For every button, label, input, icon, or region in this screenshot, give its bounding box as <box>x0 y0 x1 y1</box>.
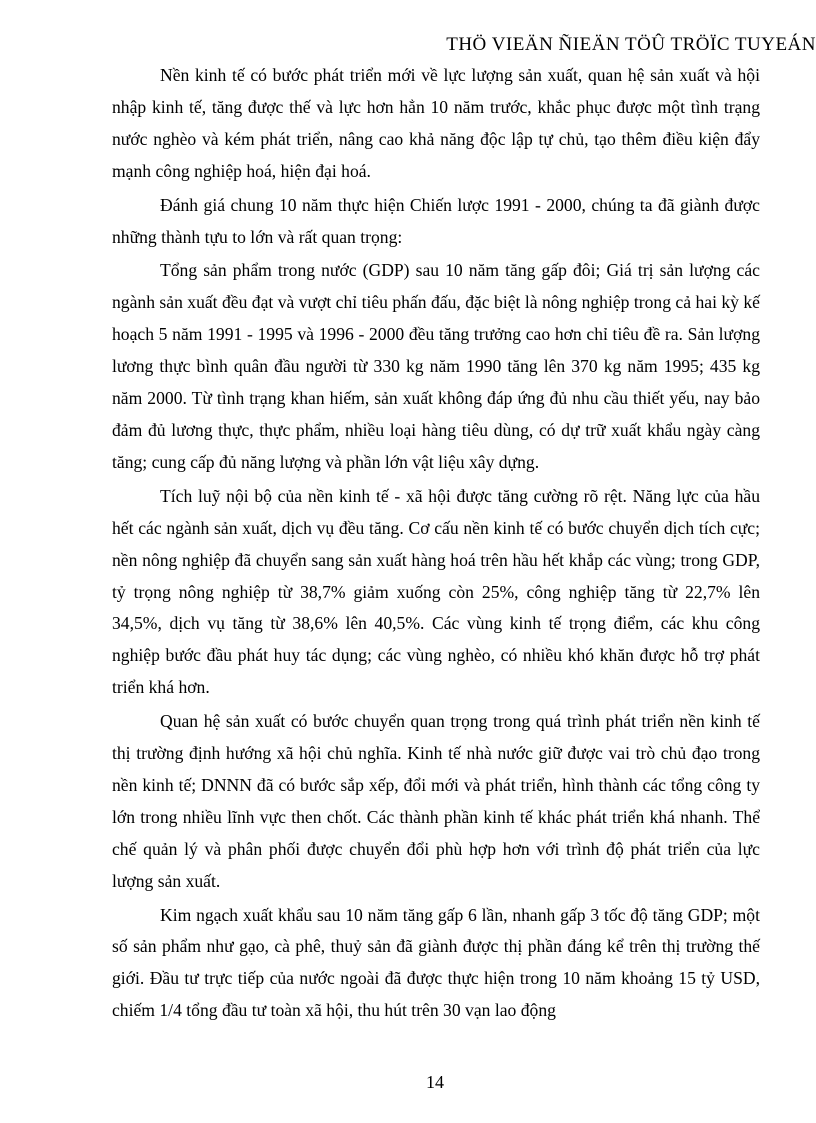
paragraph: Quan hệ sản xuất có bước chuyển quan trọng trong quá trình phát triển nền kinh tế thị trường định hướng xã hội chủ nghĩa. Kinh tế nhà nước giữ được vai trò chủ đạo trong nền kinh tế; DNNN đã có bước sắp xếp, đổi mới và phát triển, hình thành các tổng công ty lớn trong nhiều lĩnh vực then chốt. Các thành phần kinh tế khác phát triển khá nhanh. Thể chế quản lý và phân phối được chuyển đổi phù hợp hơn với trình độ phát triển của lực lượng sản xuất. <box>112 711 760 891</box>
document-body <box>112 60 760 1029</box>
paragraph: Tích luỹ nội bộ của nền kinh tế - xã hội được tăng cường rõ rệt. Năng lực của hầu hết các ngành sản xuất, dịch vụ đều tăng. Cơ cấu nền kinh tế có bước chuyển dịch tích cực; nền nông nghiệp đã chuyển sang sản xuất hàng hoá trên hầu hết khắp các vùng; trong GDP, tỷ trọng nông nghiệp từ 38,7% giảm xuống còn 25%, công nghiệp tăng từ 22,7% lên 34,5%, dịch vụ tăng từ 38,6% lên 40,5%. Các vùng kinh tế trọng điểm, các khu công nghiệp bước đầu phát huy tác dụng; các vùng nghèo, có nhiều khó khăn được hỗ trợ phát triển khá hơn. <box>112 485 760 698</box>
paragraph: Kim ngạch xuất khẩu sau 10 năm tăng gấp 6 lần, nhanh gấp 3 tốc độ tăng GDP; một số sản phẩm như gạo, cà phê, thuỷ sản đã giành được thị phần đáng kể trên thị trường thế giới. Đầu tư trực tiếp của nước ngoài đã được thực hiện trong 10 năm khoảng 15 tỷ USD, chiếm 1/4 tổng đầu tư toàn xã hội, thu hút trên 30 vạn lao động <box>112 904 760 1021</box>
page-number: 14 <box>426 1072 444 1092</box>
paragraph: Tổng sản phẩm trong nước (GDP) sau 10 năm tăng gấp đôi; Giá trị sản lượng các ngành sản xuất đều đạt và vượt chỉ tiêu phấn đấu, đặc biệt là nông nghiệp trong cả hai kỳ kế hoạch 5 năm 1991 - 1995 và 1996 - 2000 đều tăng trưởng cao hơn chỉ tiêu đề ra. Sản lượng lương thực bình quân đầu người từ 330 kg năm 1990 tăng lên 370 kg năm 1995; 435 kg năm 2000. Từ tình trạng khan hiếm, sản xuất không đáp ứng đủ nhu cầu thiết yếu, nay bảo đảm đủ lương thực, thực phẩm, nhiều loại hàng tiêu dùng, có dự trữ xuất khẩu ngày càng tăng; cung cấp đủ năng lượng và phần lớn vật liệu xây dựng. <box>112 260 760 472</box>
paragraph: Đánh giá chung 10 năm thực hiện Chiến lược 1991 - 2000, chúng ta đã giành được những thành tựu to lớn và rất quan trọng: <box>112 194 760 247</box>
page-header: THÖ VIEÄN ÑIEÄN TÖÛ TRÖÏC TUYEÁN <box>446 34 816 55</box>
paragraph: Nền kinh tế có bước phát triển mới về lực lượng sản xuất, quan hệ sản xuất và hội nhập kinh tế, tăng được thế và lực hơn hẳn 10 năm trước, khắc phục được một tình trạng nước nghèo và kém phát triển, nâng cao khả năng độc lập tự chủ, tạo thêm điều kiện đẩy mạnh công nghiệp hoá, hiện đại hoá. <box>112 65 760 181</box>
